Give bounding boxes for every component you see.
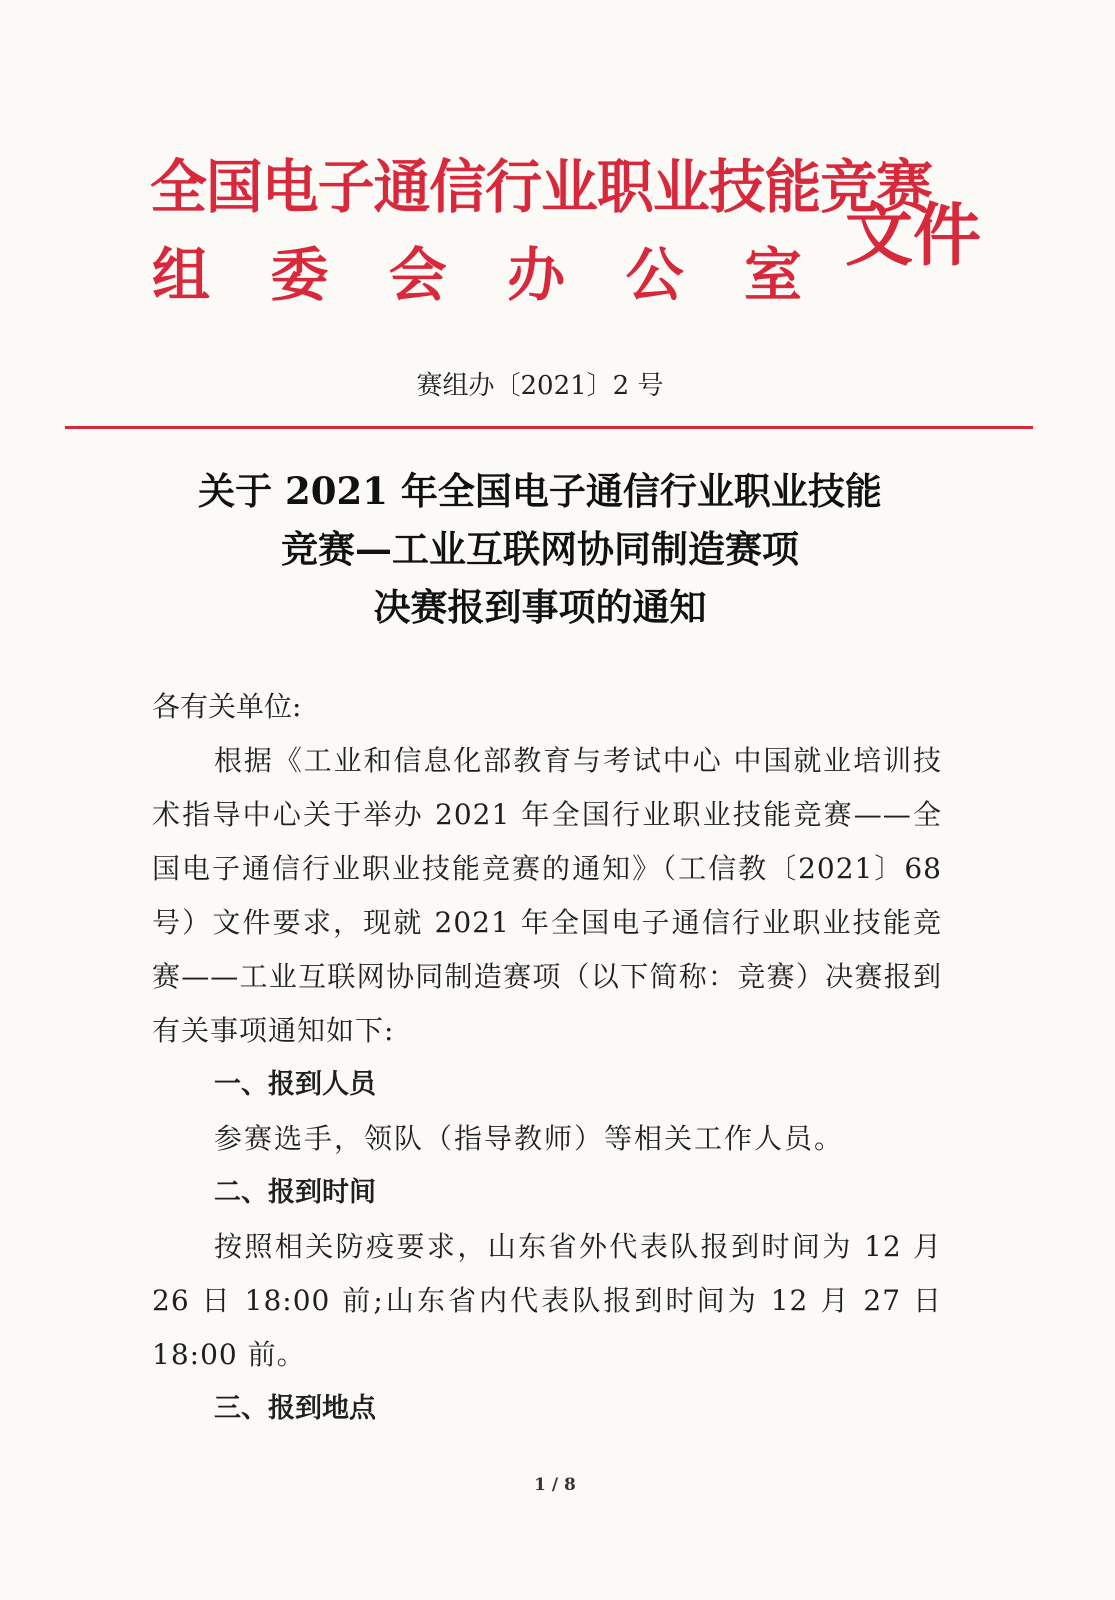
document-body (152, 680, 942, 1436)
document-title (0, 462, 1080, 636)
section-heading-time: 二、报到时间 (214, 1177, 376, 1208)
title-line-2: 竞赛—工业互联网协同制造赛项 (281, 527, 799, 571)
section-heading-attendees: 一、报到人员 (214, 1069, 376, 1100)
issuer-line2-char: 室 (743, 241, 802, 309)
issuer-line2-char: 组 (152, 241, 211, 309)
page-number: 1 / 8 (534, 1475, 576, 1495)
intro-paragraph: 根据《工业和信息化部教育与考试中心 中国就业培训技术指导中心关于举办 2021 年全国行业职业技能竞赛——全国电子通信行业职业技能竞赛的通知》（工信教〔2021〕68 号）文件要求，现就 2021 年全国电子通信行业职业技能竞赛——工业互联网协同制造赛项（以下简称：竞赛）决赛报到有关事项通知如下: (152, 744, 942, 1047)
issuer-line2-char: 委 (270, 241, 329, 309)
issuer-line2-char: 公 (625, 241, 684, 309)
section-heading-location: 三、报到地点 (214, 1393, 376, 1424)
section-text-time: 按照相关防疫要求，山东省外代表队报到时间为 12 月 26 日 18:00 前;山东省内代表队报到时间为 12 月 27 日 18:00 前。 (152, 1230, 942, 1371)
salutation: 各有关单位: (152, 690, 302, 723)
issuer-line2-char: 办 (507, 241, 566, 309)
section-text-attendees: 参赛选手，领队（指导教师）等相关工作人员。 (214, 1122, 845, 1155)
document-number: 赛组办〔2021〕2 号 (416, 371, 664, 401)
title-line-1: 关于 2021 年全国电子通信行业职业技能 (198, 469, 882, 513)
issuer-name-line1: 全国电子通信行业职业技能竞赛 (150, 153, 933, 221)
issuer-line2-char: 会 (388, 241, 447, 309)
document-type-suffix: 文件 (845, 197, 982, 276)
issuer-name-line2 (152, 228, 802, 312)
title-line-3: 决赛报到事项的通知 (373, 585, 707, 629)
red-divider (65, 426, 1033, 429)
